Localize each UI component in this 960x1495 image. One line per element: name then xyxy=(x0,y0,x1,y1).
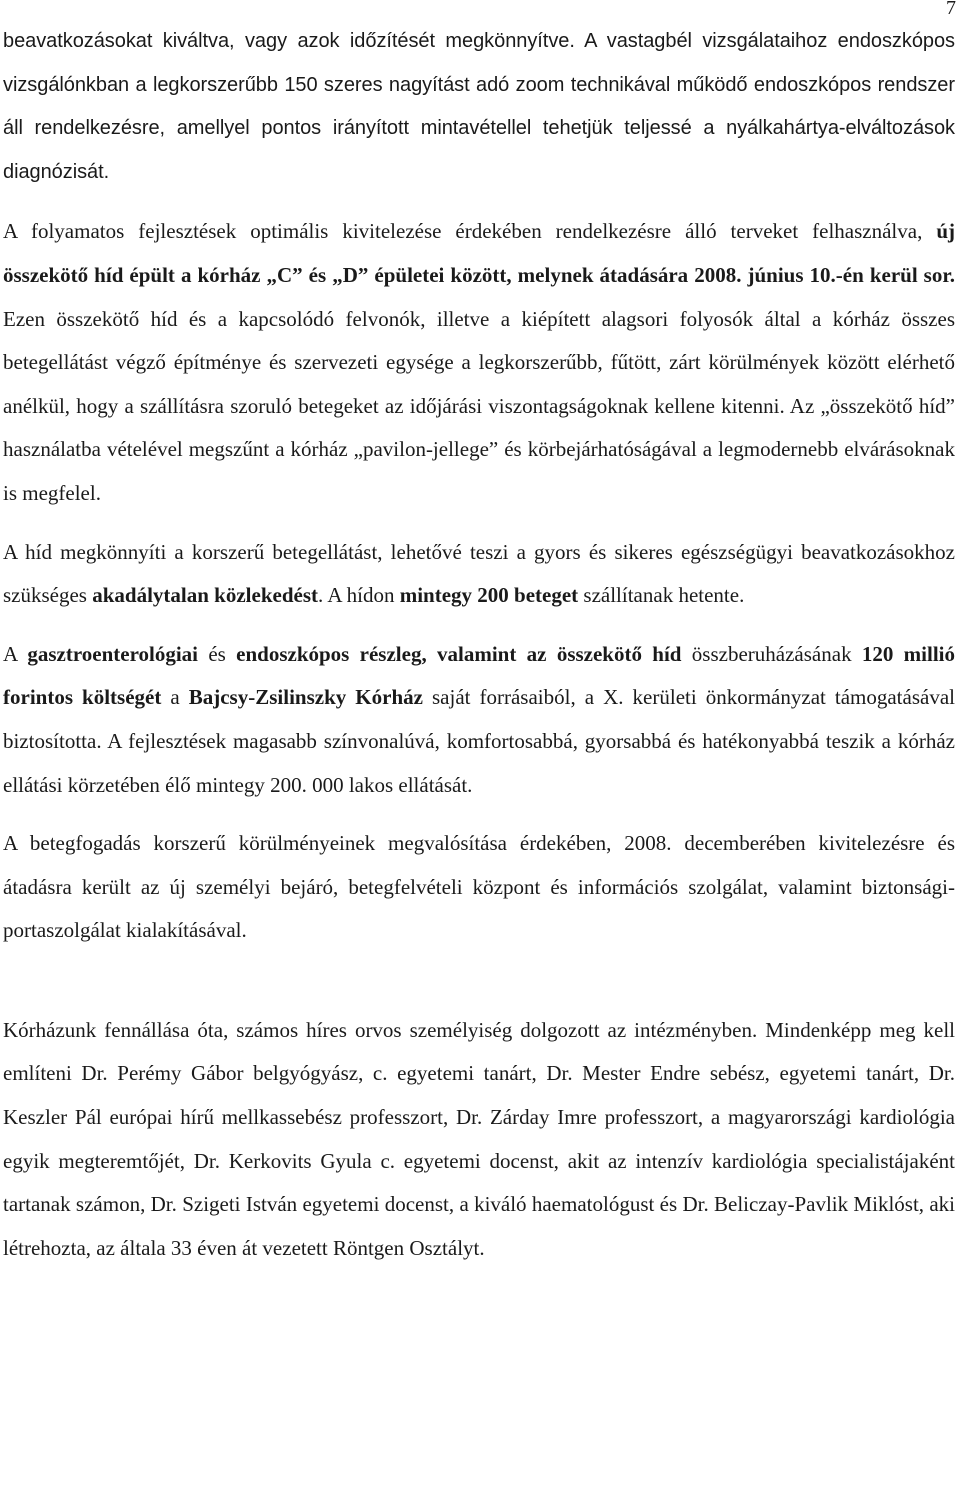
investment-bold-8: 120 millió forintos költségét xyxy=(3,641,956,710)
investment-text-6 xyxy=(547,642,557,666)
investment-text-5 xyxy=(516,642,526,666)
page-number: 7 xyxy=(946,0,956,19)
investment-text-7 xyxy=(642,642,652,666)
paragraph-endoscopy: beavatkozásokat kiváltva, vagy azok időzítését megkönnyítve. A vastagbél vizsgálataihoz endoszkópos vizsgálónkban a legkorszerűbb 150 szeres nagyítást adó zoom technikával működő endoszkópos rendszer áll rendelkezésre, amellyel pontos irányított mintavétellel tehetjük teljessé a nyálkahártya-elváltozások diagnózisát. xyxy=(3,30,955,183)
investment-bold-7: híd xyxy=(652,641,682,666)
investment-bold-9: Bajcsy-Zsilinszky Kórház xyxy=(188,685,423,710)
paragraph-benefits-text-1: A híd megkönnyíti a korszerű betegellátást, lehetővé teszi a gyors és sikeres egészségügyi beavatkozásokhoz szükséges xyxy=(3,539,955,608)
paragraph-benefits-text-2: . A hídon xyxy=(318,583,400,608)
investment-text-8: összberuházásának xyxy=(681,641,862,666)
paragraph-investment xyxy=(3,633,955,807)
paragraph-reception: A betegfogadás korszerű körülményeinek megvalósítása érdekében, 2008. decemberében kivitelezésre és átadásra került az új személyi bejáró, betegfelvételi központ és információs szolgálat, valamint biztonsági- portaszolgálat kialakításával. xyxy=(3,831,955,943)
paragraph-bridge-text-1: A folyamatos fejlesztések optimális kivitelezése érdekében rendelkezésre álló terveket felhasználva, xyxy=(3,219,937,244)
investment-text-2: és xyxy=(198,641,237,666)
investment-bold-4: valamint xyxy=(437,641,517,666)
investment-text-9: a xyxy=(161,685,189,710)
investment-bold-6: összekötő xyxy=(556,641,642,666)
paragraph-benefits-text-3: szállítanak hetente. xyxy=(578,583,745,608)
investment-bold-3: részleg, xyxy=(359,641,427,666)
paragraph-bridge-bold-1: új összekötő híd épült a kórház „C” és „D” épületei között, melynek átadására 2008. június 10.-én kerül sor. xyxy=(3,219,955,287)
investment-bold-1: gasztroenterológiai xyxy=(27,641,199,666)
document-body xyxy=(3,20,955,1270)
paragraph-bridge xyxy=(3,210,955,515)
paragraph-famous-doctors: Kórházunk fennállása óta, számos híres orvos személyiség dolgozott az intézményben. Mindenképp meg kell említeni Dr. Perémy Gábor belgyógyász, c. egyetemi tanárt, Dr. Mester Endre sebész, egyetemi tanárt, Dr. Keszler Pál európai hírű mellkassebész professzort, Dr. Zárday Imre professzort, a magyarországi kardiológia egyik megteremtőjét, Dr. Kerkovits Gyula c. egyetemi docenst, akit az intenzív kardiológia specialistájaként tartanak számon, Dr. Szigeti István egyetemi docenst, a kiváló haematológust és Dr. Beliczay-Pavlik Miklóst, aki létrehozta, az általa 33 éven át vezetett Röntgen Osztályt. xyxy=(3,1017,955,1260)
investment-bold-2: endoszkópos xyxy=(236,641,350,666)
investment-text-1: A xyxy=(3,641,28,666)
investment-bold-5: az xyxy=(526,641,547,666)
paragraph-benefits-bold-2: mintegy 200 beteget xyxy=(399,583,579,608)
investment-text-10: saját forrásaiból, a X. kerületi önkormányzat támogatásával biztosította. A fejlesztések magasabb színvonalúvá, komfortosabbá, gyorsabbá és hatékonyabbá teszik a kórház ellátási körzetében élő mintegy 200. 000 lakos ellátását. xyxy=(3,685,955,797)
investment-text-4 xyxy=(427,642,437,666)
paragraph-bridge-text-2: Ezen összekötő híd és a kapcsolódó felvonók, illetve a kiépített alagsori folyosók által a kórház összes betegellátást végző építménye és szervezeti egysége a legkorszerűbb, fűtött, zárt körülmények között elérhető anélkül, hogy a szállításra szoruló betegeket az időjárási viszontagságoknak kellene kitenni. Az „összekötő híd” használatba vételével megszűnt a kórház „pavilon-jellege” és körbejárhatóságával a legmodernebb elvárásoknak is megfelel. xyxy=(3,306,955,505)
investment-text-3 xyxy=(349,642,359,666)
paragraph-benefits-bold-1: akadálytalan közlekedést xyxy=(92,583,319,608)
paragraph-bridge-benefits xyxy=(3,531,955,618)
